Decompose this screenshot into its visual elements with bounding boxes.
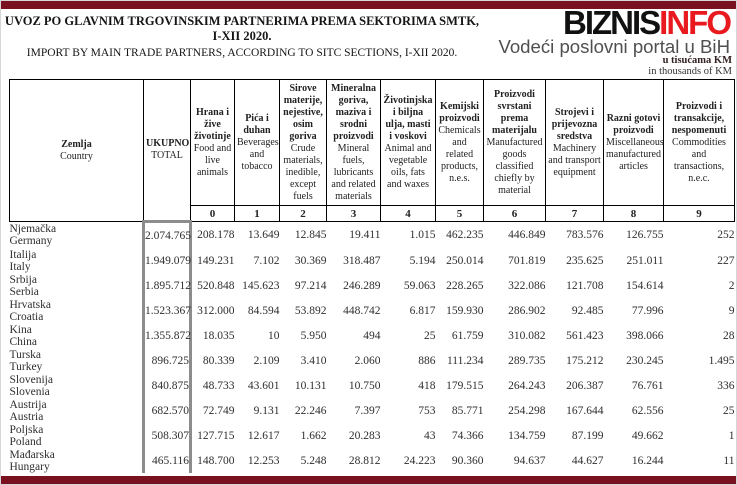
cell: 149.231: [197, 254, 235, 267]
cell: 84.594: [247, 304, 280, 317]
cell: 322.086: [508, 279, 546, 292]
cell: 312.000: [197, 304, 235, 317]
cell: 227: [717, 254, 735, 267]
country-cell: Poljska Poland: [9, 423, 44, 448]
country-cell: Mađarska Hungary: [9, 448, 55, 473]
section-header-3: Mineralna goriva, maziva i srodni proizvodi Mineral fuels, lubricants and related materials: [327, 80, 381, 206]
cell: 22.246: [294, 404, 327, 417]
units-label-bs: u tisućama KM: [662, 55, 732, 66]
cell: 12.617: [247, 429, 280, 442]
cell: 230.245: [626, 354, 664, 367]
country-cell: Srbija Serbia: [9, 273, 39, 298]
cell: 5.194: [409, 254, 436, 267]
cell: 701.819: [508, 254, 546, 267]
cell: 289.735: [508, 354, 546, 367]
section-code-8: 8: [604, 206, 664, 222]
cell: 48.733: [202, 379, 235, 392]
cell: 418: [418, 379, 436, 392]
section-code-6: 6: [484, 206, 546, 222]
country-header-bs: Zemlja: [61, 138, 92, 150]
page-subtitle: IMPORT BY MAIN TRADE PARTNERS, ACCORDING TO SITC SECTIONS, I-XII 2020.: [26, 47, 458, 59]
cell: 1.662: [300, 429, 327, 442]
total-cell: 840.875: [144, 373, 191, 398]
cell: 228.265: [446, 279, 484, 292]
cell: 2.109: [253, 354, 280, 367]
cell: 446.849: [508, 229, 546, 241]
table-row: [10, 348, 735, 373]
cell: 76.761: [631, 379, 664, 392]
cell: 87.199: [571, 429, 604, 442]
section-header-2: Sirove materije, nejestive, osim goriva Crude materials, inedible, except fuels: [280, 80, 327, 206]
cell: 92.485: [571, 304, 604, 317]
section-code-0: 0: [191, 206, 235, 222]
total-cell: 2.074.765: [144, 222, 191, 249]
page-title: UVOZ PO GLAVNIM TRGOVINSKIM PARTNERIMA PREMA SEKTORIMA SMTK, I-XII 2020.: [4, 14, 480, 43]
logo-wordmark: [498, 4, 730, 41]
cell: 6.817: [409, 304, 436, 317]
cell: 74.366: [451, 429, 484, 442]
cell: 398.066: [626, 329, 664, 342]
cell: 18.035: [202, 329, 235, 342]
cell: 127.715: [197, 429, 235, 442]
cell: 5.950: [300, 329, 327, 342]
cell: 561.423: [566, 329, 604, 342]
import-table: [9, 79, 735, 473]
country-cell: Kina China: [9, 323, 37, 348]
table-row: [10, 273, 735, 298]
table-row: [10, 222, 735, 249]
cell: 886: [418, 354, 436, 367]
logo-part-biznis: BIZNIS: [563, 4, 660, 41]
table-row: [10, 398, 735, 423]
cell: 494: [363, 329, 381, 342]
section-header-8: Razni gotovi proizvodi Miscellaneous manufactured articles: [604, 80, 664, 206]
cell: 175.212: [566, 354, 604, 367]
cell: 25: [723, 404, 735, 417]
cell: 24.223: [403, 454, 436, 467]
cell: 77.996: [631, 304, 664, 317]
cell: 13.649: [247, 229, 280, 241]
cell: 43: [424, 429, 436, 442]
cell: 16.244: [631, 454, 664, 467]
cell: 7.397: [354, 404, 381, 417]
section-header-0: Hrana i žive životinje Food and live animals: [191, 80, 235, 206]
bottom-accent-bar: [1, 476, 736, 484]
table-row: [10, 448, 735, 473]
page-title-block: [1, 14, 483, 60]
cell: 254.298: [508, 404, 546, 417]
cell: 246.289: [343, 279, 381, 292]
cell: 753: [418, 404, 436, 417]
cell: 12.253: [247, 454, 280, 467]
cell: 10: [268, 329, 280, 342]
country-cell: Njemačka Germany: [9, 223, 57, 247]
cell: 134.759: [508, 429, 546, 442]
section-header-6: Proizvodi svrstani prema materijalu Manufactured goods classified chiefly by material: [484, 80, 546, 206]
cell: 208.178: [197, 229, 235, 241]
cell: 154.614: [626, 279, 664, 292]
section-header-7: Strojevi i prijevozna sredstva Machinery and transport equipment: [546, 80, 604, 206]
section-code-4: 4: [381, 206, 436, 222]
cell: 80.339: [202, 354, 235, 367]
cell: 9: [728, 304, 735, 317]
cell: 19.411: [349, 229, 381, 241]
section-header-9: Proizvodi i transakcije, nespomenuti Commodities and transactions, n.e.c.: [664, 80, 735, 206]
cell: 783.576: [566, 229, 604, 241]
section-header-1: Pića i duhan Beverages and tobacco: [235, 80, 280, 206]
cell: 167.644: [566, 404, 604, 417]
units-note: [648, 55, 732, 78]
cell: 286.902: [508, 304, 546, 317]
cell: 7.102: [253, 254, 280, 267]
cell: 85.771: [451, 404, 484, 417]
total-column-header: [144, 80, 191, 222]
cell: 310.082: [508, 329, 546, 342]
cell: 5.248: [300, 454, 327, 467]
cell: 1.495: [708, 354, 735, 367]
total-cell: 682.570: [144, 398, 191, 423]
country-cell: Italija Italy: [9, 248, 37, 273]
section-code-5: 5: [436, 206, 484, 222]
country-cell: Austrija Austria: [9, 398, 47, 423]
cell: 251.011: [626, 254, 664, 267]
cell: 3.410: [300, 354, 327, 367]
section-code-7: 7: [546, 206, 604, 222]
country-column-header: [10, 80, 144, 222]
cell: 206.387: [566, 379, 604, 392]
cell: 28.812: [348, 454, 381, 467]
total-cell: 1.523.367: [144, 298, 191, 323]
section-header-4: Životinjska i biljna ulja, masti i voskovi Animal and vegetable oils, fats and waxes: [381, 80, 436, 206]
section-code-9: 9: [664, 206, 735, 222]
cell: 10.750: [348, 379, 381, 392]
cell: 59.063: [403, 279, 436, 292]
cell: 30.369: [294, 254, 327, 267]
section-header-5: Kemijski proizvodi Chemicals and related products, n.e.s.: [436, 80, 484, 206]
cell: 20.283: [348, 429, 381, 442]
cell: 43.601: [247, 379, 280, 392]
cell: 148.700: [197, 454, 235, 467]
total-header-bs: UKUPNO: [146, 138, 190, 149]
country-cell: Turska Turkey: [9, 348, 43, 373]
table-row: [10, 323, 735, 348]
cell: 10.131: [294, 379, 327, 392]
cell: 61.759: [451, 329, 484, 342]
cell: 62.556: [631, 404, 664, 417]
section-code-1: 1: [235, 206, 280, 222]
cell: 250.014: [446, 254, 484, 267]
cell: 11: [723, 454, 735, 467]
cell: 145.623: [242, 279, 280, 292]
cell: 462.235: [446, 229, 484, 241]
cell: 179.515: [446, 379, 484, 392]
cell: 520.848: [197, 279, 235, 292]
country-cell: Hrvatska Croatia: [9, 298, 52, 323]
cell: 72.749: [202, 404, 235, 417]
table-row: [10, 298, 735, 323]
cell: 121.708: [566, 279, 604, 292]
cell: 264.243: [508, 379, 546, 392]
cell: 252: [717, 229, 735, 241]
cell: 336: [717, 379, 735, 392]
table-row: [10, 423, 735, 448]
logo-part-info: INFO: [659, 4, 730, 41]
country-header-en: Country: [60, 150, 93, 162]
cell: 44.627: [571, 454, 604, 467]
cell: 1: [728, 429, 735, 442]
section-code-2: 2: [280, 206, 327, 222]
units-label-en: in thousands of KM: [648, 66, 732, 77]
cell: 1.015: [409, 229, 436, 241]
cell: 94.637: [513, 454, 546, 467]
cell: 90.360: [451, 454, 484, 467]
logo: [498, 4, 730, 57]
cell: 126.755: [626, 229, 664, 241]
table-row: [10, 248, 735, 273]
cell: 28: [723, 329, 735, 342]
cell: 25: [424, 329, 436, 342]
total-cell: 1.895.712: [144, 273, 191, 298]
total-header-en: TOTAL: [151, 150, 183, 161]
total-cell: 896.725: [144, 348, 191, 373]
total-cell: 508.307: [144, 423, 191, 448]
logo-tagline: Vodeći poslovni portal u BiH: [498, 36, 730, 57]
total-cell: 465.116: [144, 448, 191, 473]
cell: 53.892: [294, 304, 327, 317]
cell: 2.060: [354, 354, 381, 367]
cell: 9.131: [253, 404, 280, 417]
total-cell: 1.949.079: [144, 248, 191, 273]
cell: 318.487: [343, 254, 381, 267]
cell: 448.742: [343, 304, 381, 317]
cell: 111.234: [446, 354, 484, 367]
total-cell: 1.355.872: [144, 323, 191, 348]
cell: 2: [728, 279, 735, 292]
cell: 159.930: [446, 304, 484, 317]
cell: 235.625: [566, 254, 604, 267]
cell: 49.662: [631, 429, 664, 442]
country-cell: Slovenija Slovenia: [9, 373, 53, 398]
table-row: [10, 373, 735, 398]
cell: 97.214: [294, 279, 327, 292]
cell: 12.845: [294, 229, 327, 241]
section-code-3: 3: [327, 206, 381, 222]
